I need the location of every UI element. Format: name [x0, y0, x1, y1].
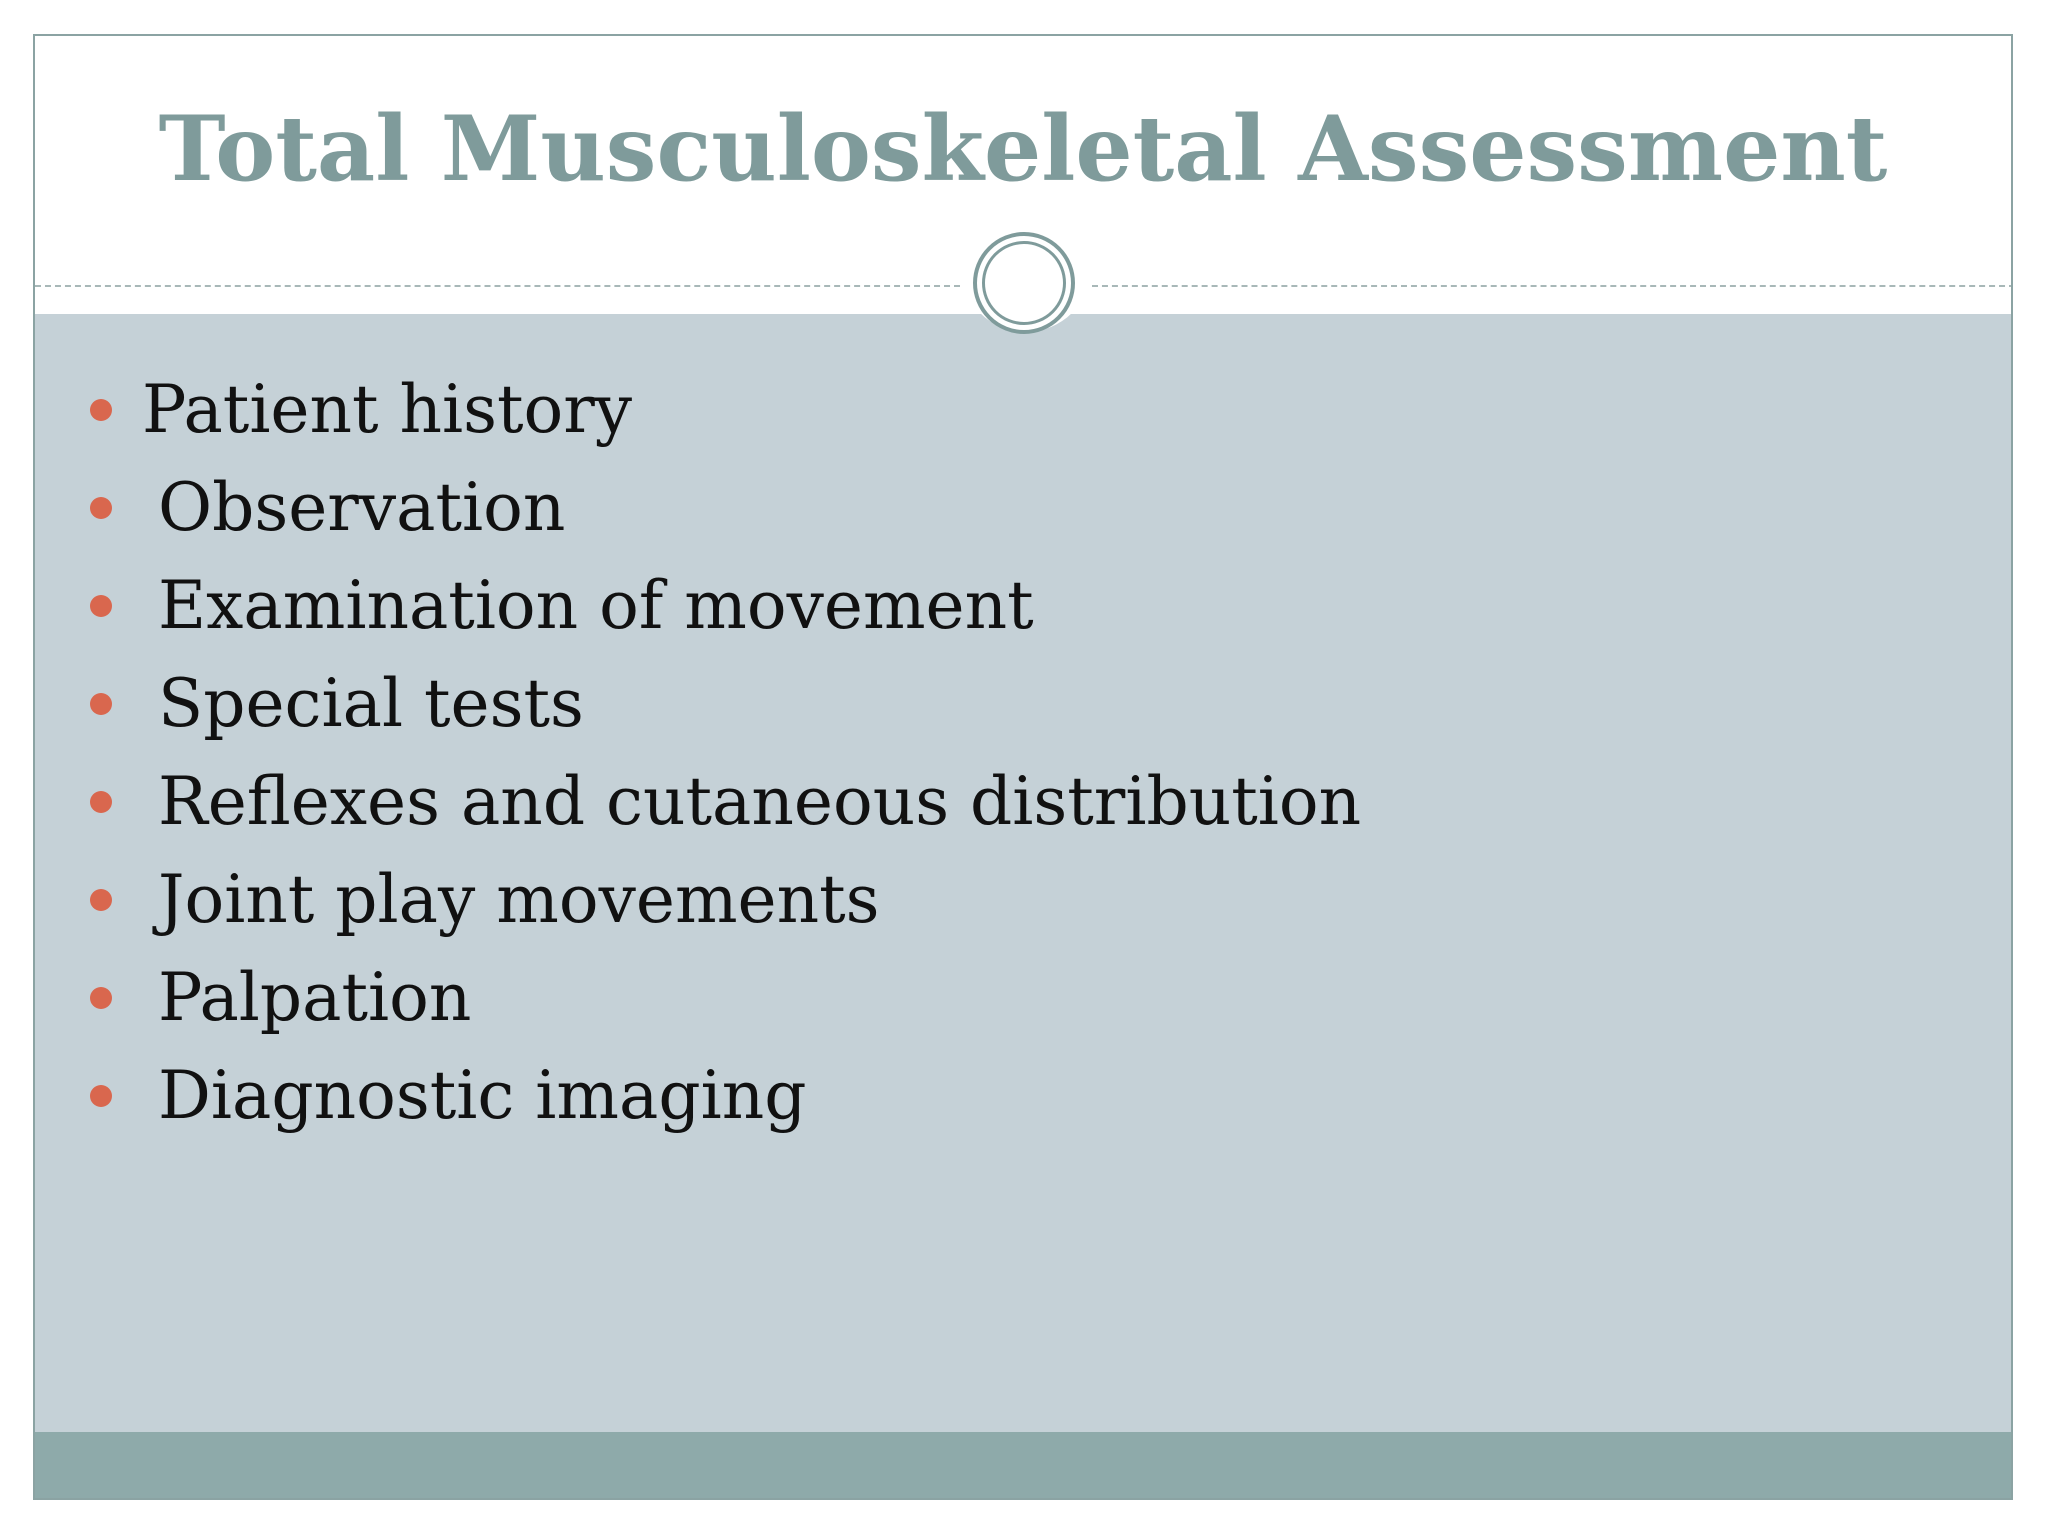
list-item	[90, 557, 1361, 655]
list-item	[90, 655, 1361, 753]
bullet-icon	[90, 987, 112, 1009]
divider-right	[1092, 285, 2013, 287]
list-item	[90, 851, 1361, 949]
bullet-text: Reflexes and cutaneous distribution	[158, 763, 1362, 840]
footer-band	[35, 1432, 2011, 1500]
bullet-text: Patient history	[142, 371, 633, 448]
bullet-text: Examination of movement	[158, 567, 1034, 644]
bullet-icon	[90, 399, 112, 421]
bullet-icon	[90, 497, 112, 519]
bullet-list	[90, 361, 1361, 1145]
slide	[33, 34, 2013, 1500]
bullet-text: Diagnostic imaging	[158, 1057, 807, 1134]
list-item	[90, 949, 1361, 1047]
inner-ring	[982, 241, 1066, 325]
bullet-icon	[90, 1085, 112, 1107]
list-item	[90, 753, 1361, 851]
slide-title: Total Musculoskeletal Assessment	[158, 96, 1888, 202]
bullet-text: Observation	[158, 469, 566, 546]
bullet-icon	[90, 791, 112, 813]
list-item	[90, 1047, 1361, 1145]
bullet-icon	[90, 595, 112, 617]
bullet-text: Palpation	[158, 959, 472, 1036]
circle-ornament-icon	[973, 232, 1075, 334]
list-item	[90, 361, 1361, 459]
list-item	[90, 459, 1361, 557]
bullet-icon	[90, 693, 112, 715]
divider-left	[35, 285, 960, 287]
bullet-text: Special tests	[158, 665, 584, 742]
bullet-text: Joint play movements	[158, 861, 880, 938]
bullet-icon	[90, 889, 112, 911]
